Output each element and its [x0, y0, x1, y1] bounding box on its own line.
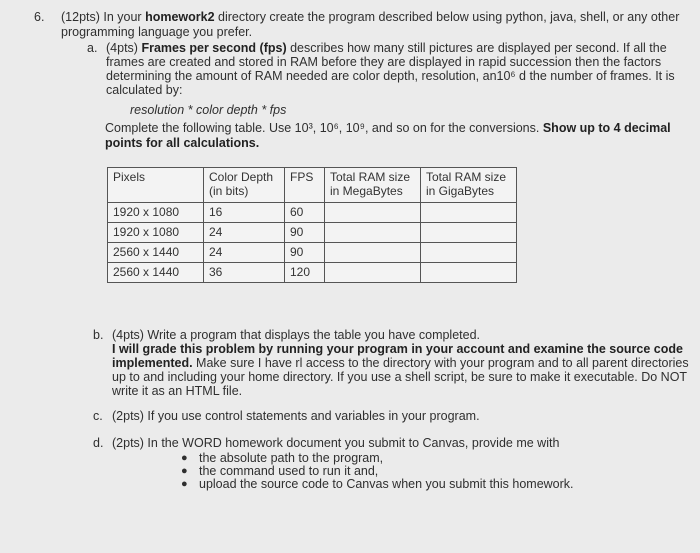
cell-pixels: 2560 x 1440	[108, 263, 204, 283]
table-row	[108, 223, 517, 243]
list-item: the command used to run it and,	[199, 464, 379, 478]
cell-color-depth: 24	[204, 243, 285, 263]
part-b-line3: implemented. Make sure I have rl access to the directory with your program and to all parent directories	[112, 356, 689, 370]
cell-fps: 60	[285, 203, 325, 223]
bullet-icon: ●	[181, 452, 188, 464]
bullet-icon: ●	[181, 478, 188, 490]
part-d-text: (2pts) In the WORD homework document you submit to Canvas, provide me with	[112, 436, 560, 450]
header-fps: FPS	[285, 168, 325, 203]
part-a-label: a.	[87, 41, 98, 55]
cell-pixels: 1920 x 1080	[108, 223, 204, 243]
question-6-line2: programming language you prefer.	[61, 25, 253, 39]
header-color-depth: Color Depth (in bits)	[204, 168, 285, 203]
part-a-line3: determining the amount of RAM needed are color depth, resolution, an10⁶ d the number of frames. It is	[106, 69, 675, 83]
cell-ram-gb[interactable]	[421, 263, 517, 283]
table-instructions-line2: points for all calculations.	[105, 136, 260, 150]
cell-fps: 120	[285, 263, 325, 283]
table-header-row	[108, 168, 517, 203]
header-ram-mb: Total RAM size in MegaBytes	[325, 168, 421, 203]
part-c-text: (2pts) If you use control statements and variables in your program.	[112, 409, 480, 423]
part-b-line5: write it as an HTML file.	[112, 384, 243, 398]
part-c-label: c.	[93, 409, 103, 423]
header-ram-gb: Total RAM size in GigaBytes	[421, 168, 517, 203]
cell-ram-mb[interactable]	[325, 223, 421, 243]
cell-ram-gb[interactable]	[421, 203, 517, 223]
part-b-line1: (4pts) Write a program that displays the table you have completed.	[112, 328, 481, 342]
part-b-label: b.	[93, 328, 104, 342]
header-pixels: Pixels	[108, 168, 204, 203]
list-item: the absolute path to the program,	[199, 451, 384, 465]
cell-ram-gb[interactable]	[421, 223, 517, 243]
cell-pixels: 1920 x 1080	[108, 203, 204, 223]
part-a-line2: frames are created and stored in RAM before they are displayed in rapid succession then the factors	[106, 55, 662, 69]
question-number: 6.	[34, 10, 45, 24]
cell-pixels: 2560 x 1440	[108, 243, 204, 263]
cell-fps: 90	[285, 223, 325, 243]
table-instructions: Complete the following table. Use 10³, 10⁶, 10⁹, and so on for the conversions. Show up to 4 decimal	[105, 121, 671, 135]
cell-color-depth: 36	[204, 263, 285, 283]
part-d-label: d.	[93, 436, 104, 450]
part-b-line4: up to and including your home directory. If you use a shell script, be sure to make it executable. Do NOT	[112, 370, 688, 384]
cell-ram-gb[interactable]	[421, 243, 517, 263]
bullet-icon: ●	[181, 465, 188, 477]
part-a-line1: (4pts) Frames per second (fps) describes how many still pictures are displayed per second. If all the	[106, 41, 667, 55]
cell-color-depth: 16	[204, 203, 285, 223]
ram-table	[107, 167, 517, 283]
table-row	[108, 243, 517, 263]
cell-ram-mb[interactable]	[325, 243, 421, 263]
table-row	[108, 203, 517, 223]
cell-ram-mb[interactable]	[325, 263, 421, 283]
ram-formula: resolution * color depth * fps	[130, 103, 287, 117]
question-6-line1: (12pts) In your homework2 directory create the program described below using python, java, shell, or any other	[61, 10, 680, 24]
part-a-line4: calculated by:	[106, 83, 183, 97]
cell-ram-mb[interactable]	[325, 203, 421, 223]
cell-fps: 90	[285, 243, 325, 263]
cell-color-depth: 24	[204, 223, 285, 243]
part-b-line2: I will grade this problem by running your program in your account and examine the source code	[112, 342, 683, 356]
list-item: upload the source code to Canvas when you submit this homework.	[199, 477, 574, 491]
table-row	[108, 263, 517, 283]
